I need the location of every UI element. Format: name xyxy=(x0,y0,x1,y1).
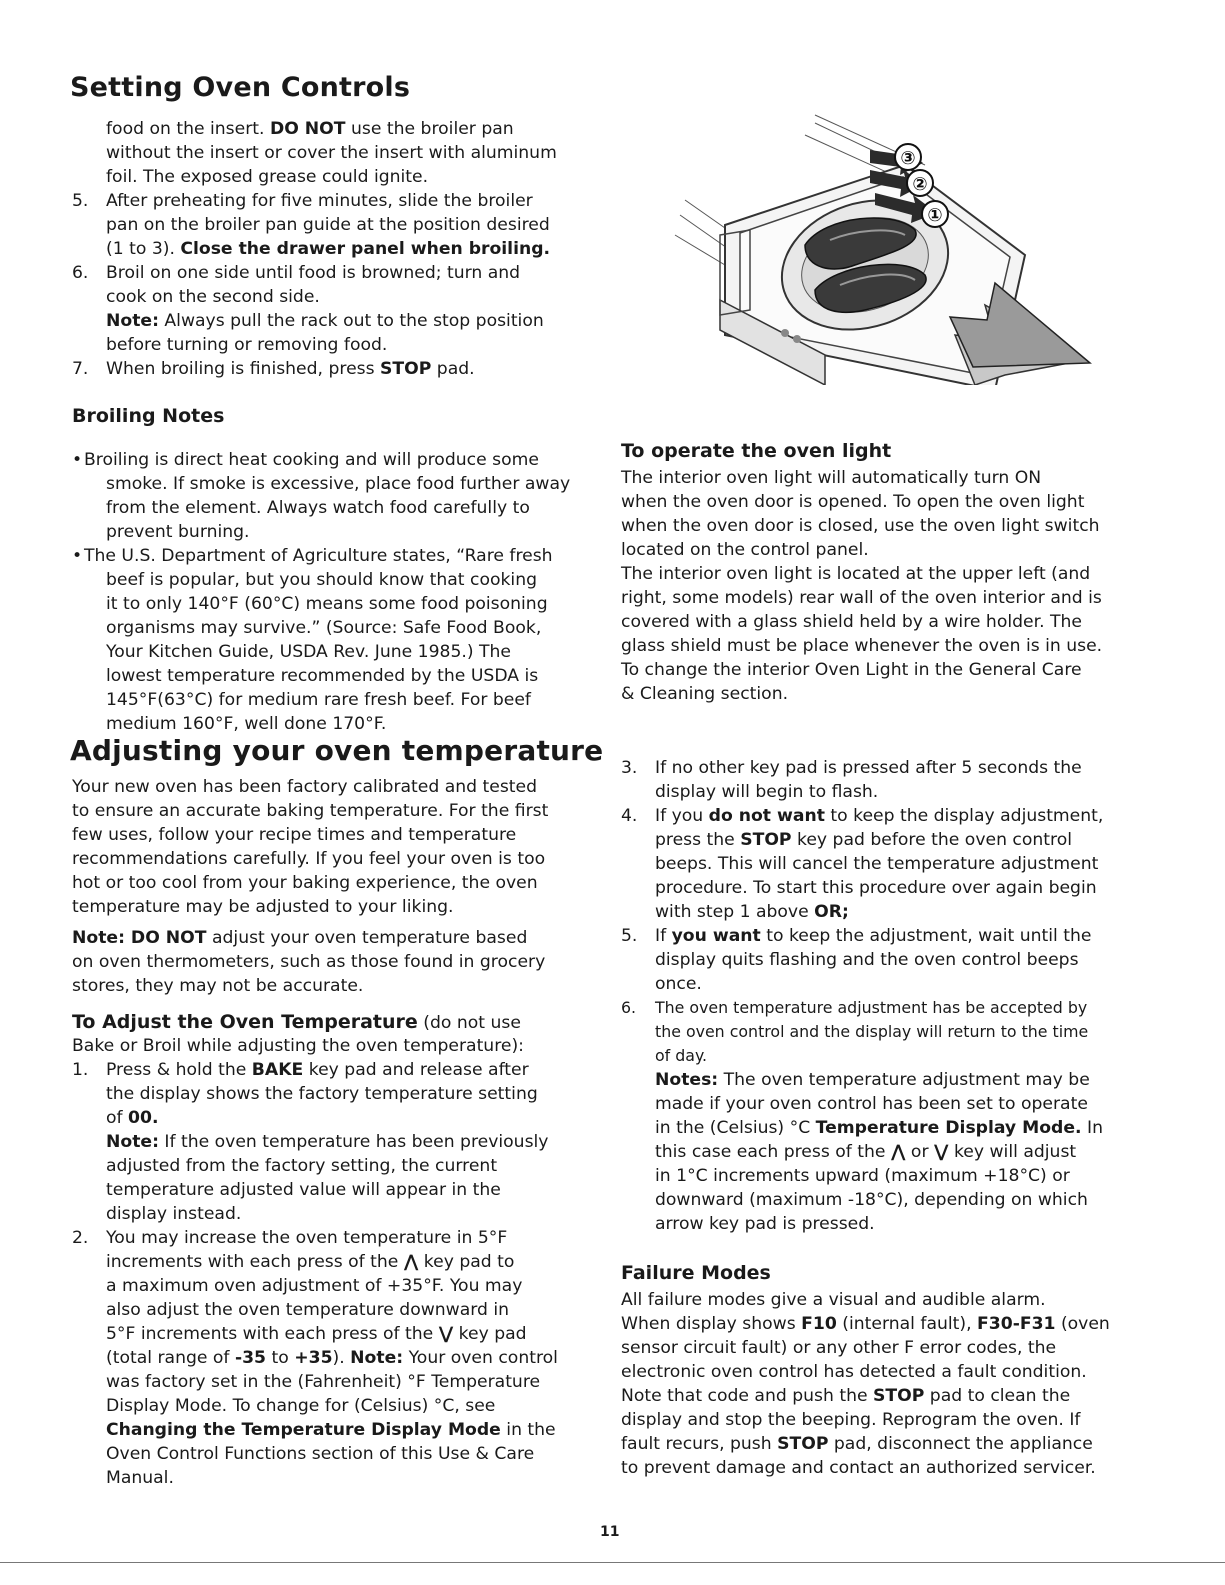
text-run: smoke. If smoke is excessive, place food further away xyxy=(106,474,571,494)
text-run: lowest temperature recommended by the USDA is xyxy=(106,666,539,686)
text-run: to keep the adjustment, wait until the xyxy=(760,926,1092,946)
text-line xyxy=(106,712,602,736)
text-run: pan on the broiler pan guide at the position desired xyxy=(106,215,550,235)
text-line xyxy=(655,972,1161,996)
text-run: (oven xyxy=(1055,1314,1110,1334)
text-run: use the broiler pan xyxy=(345,119,514,139)
text-line xyxy=(621,610,1161,634)
text-line xyxy=(106,1178,612,1202)
notes-block xyxy=(621,1068,1161,1236)
text-line xyxy=(106,1130,612,1154)
list-marker: 6. xyxy=(72,263,89,283)
adjust-steps-continued xyxy=(621,756,1161,1236)
text-line xyxy=(106,117,602,141)
text-line xyxy=(106,496,602,520)
bold-run: STOP xyxy=(873,1386,925,1406)
text-run: cook on the second side. xyxy=(106,287,320,307)
bold-run: 00. xyxy=(128,1108,159,1128)
text-run: to keep the display adjustment, xyxy=(824,806,1104,826)
callout-1: ① xyxy=(927,205,943,226)
text-run: When broiling is finished, press xyxy=(106,359,381,379)
text-line xyxy=(106,568,602,592)
text-line xyxy=(106,1250,612,1274)
text-run: before turning or removing food. xyxy=(106,335,388,355)
to-adjust-title: To Adjust the Oven Temperature xyxy=(72,1011,418,1033)
text-line xyxy=(621,634,1161,658)
text-line xyxy=(106,1154,612,1178)
failure-modes-heading: Failure Modes xyxy=(621,1262,771,1284)
text-line xyxy=(106,1370,612,1394)
text-run: display will begin to flash. xyxy=(655,782,879,802)
adjusting-intro xyxy=(72,775,602,919)
text-line xyxy=(106,592,602,616)
text-line xyxy=(106,1442,612,1466)
text-line xyxy=(106,616,602,640)
text-run: when the oven door is opened. To open the oven light xyxy=(621,492,1085,512)
text-line xyxy=(655,948,1161,972)
text-run: When display shows xyxy=(621,1314,802,1334)
text-run: Your Kitchen Guide, USDA Rev. June 1985.) The xyxy=(106,642,511,662)
text-run: to prevent damage and contact an authorized servicer. xyxy=(621,1458,1096,1478)
text-run: increments with each press of the xyxy=(106,1252,404,1272)
text-run: You may increase the oven temperature in 5°F xyxy=(106,1228,508,1248)
list-item xyxy=(72,544,602,736)
text-line xyxy=(655,1068,1161,1092)
continued-paragraph xyxy=(72,117,602,189)
text-run: The interior oven light is located at the upper left (and xyxy=(621,564,1091,584)
text-run: to ensure an accurate baking temperature. For the first xyxy=(72,801,549,821)
text-line xyxy=(106,472,602,496)
bold-run: STOP xyxy=(777,1434,829,1454)
text-run: once. xyxy=(655,974,702,994)
to-adjust-subline: Bake or Broil while adjusting the oven temperature): xyxy=(72,1036,524,1056)
bold-run: ⋁ xyxy=(933,1142,949,1162)
list-item xyxy=(72,261,602,357)
text-run: from the element. Always watch food carefully to xyxy=(106,498,530,518)
text-line xyxy=(655,1092,1161,1116)
bold-run: do not want xyxy=(708,806,825,826)
list-item xyxy=(621,924,1161,996)
text-run: The U.S. Department of Agriculture states, “Rare fresh xyxy=(84,546,553,566)
text-line xyxy=(655,996,1161,1020)
text-run: pad, disconnect the appliance xyxy=(828,1434,1093,1454)
text-line xyxy=(72,823,602,847)
list-item xyxy=(72,189,602,261)
text-run: electronic oven control has detected a fault condition. xyxy=(621,1362,1087,1382)
text-run: right, some models) rear wall of the oven interior and is xyxy=(621,588,1102,608)
text-run: The oven temperature adjustment may be xyxy=(718,1070,1090,1090)
bold-run: +35 xyxy=(294,1348,333,1368)
list-marker: 1. xyxy=(72,1060,89,1080)
text-run: pad. xyxy=(431,359,475,379)
text-run: without the insert or cover the insert with aluminum xyxy=(106,143,557,163)
text-line xyxy=(72,974,602,998)
text-run: covered with a glass shield held by a wire holder. The xyxy=(621,612,1082,632)
text-run: glass shield must be place whenever the oven is in use. xyxy=(621,636,1103,656)
text-line xyxy=(655,1116,1161,1140)
text-run: key pad before the oven control xyxy=(791,830,1073,850)
adjusting-heading: Adjusting your oven temperature xyxy=(70,734,604,767)
bold-run: DO NOT xyxy=(269,119,346,139)
list-item xyxy=(72,448,602,544)
oven-light-heading: To operate the oven light xyxy=(621,440,892,462)
text-run: when the oven door is closed, use the oven light switch xyxy=(621,516,1100,536)
text-run: downward (maximum -18°C), depending on which xyxy=(655,1190,1088,1210)
text-run: this case each press of the xyxy=(655,1142,891,1162)
text-run: In xyxy=(1081,1118,1103,1138)
text-run: recommendations carefully. If you feel your oven is too xyxy=(72,849,546,869)
left-top-block xyxy=(72,117,602,381)
text-line xyxy=(621,682,1161,706)
list-marker: 2. xyxy=(72,1228,89,1248)
text-line xyxy=(106,1082,612,1106)
text-line xyxy=(106,1226,612,1250)
text-line xyxy=(72,895,602,919)
text-run: If no other key pad is pressed after 5 seconds the xyxy=(655,758,1082,778)
text-run: adjust your oven temperature based xyxy=(206,928,528,948)
bold-run: you want xyxy=(671,926,761,946)
text-run: Broil on one side until food is browned; turn and xyxy=(106,263,521,283)
text-line xyxy=(655,1188,1161,1212)
text-line xyxy=(621,1384,1161,1408)
text-line xyxy=(655,780,1161,804)
text-run: Press & hold the xyxy=(106,1060,252,1080)
text-run: press the xyxy=(655,830,741,850)
text-line xyxy=(106,640,602,664)
page-number: 11 xyxy=(600,1524,620,1540)
text-line xyxy=(106,357,602,381)
text-line xyxy=(655,1140,1161,1164)
text-line xyxy=(106,261,602,285)
text-line xyxy=(621,1312,1161,1336)
list-marker: 3. xyxy=(621,758,638,778)
text-run: After preheating for five minutes, slide the broiler xyxy=(106,191,533,211)
text-line xyxy=(655,828,1161,852)
text-line xyxy=(106,213,602,237)
bold-run: Changing the Temperature Display Mode xyxy=(106,1420,501,1440)
text-line xyxy=(655,1164,1161,1188)
text-line xyxy=(621,1432,1161,1456)
text-run: procedure. To start this procedure over again begin xyxy=(655,878,1097,898)
text-run: If xyxy=(655,926,672,946)
text-run: The interior oven light will automatically turn ON xyxy=(621,468,1042,488)
text-line xyxy=(106,520,602,544)
text-run: Your oven control xyxy=(403,1348,558,1368)
text-line xyxy=(106,664,602,688)
text-run: key will adjust xyxy=(948,1142,1077,1162)
text-line xyxy=(621,514,1161,538)
text-run: in the xyxy=(500,1420,556,1440)
text-line xyxy=(72,847,602,871)
text-run: of day. xyxy=(655,1046,708,1065)
text-run: Oven Control Functions section of this Use & Care xyxy=(106,1444,535,1464)
bold-run: ⋁ xyxy=(438,1324,454,1344)
bold-run: Temperature Display Mode. xyxy=(815,1118,1082,1138)
to-adjust-title-rest: (do not use xyxy=(417,1013,521,1033)
text-run: was factory set in the (Fahrenheit) °F Temperature xyxy=(106,1372,541,1392)
text-run: (1 to 3). xyxy=(106,239,181,259)
text-run: of xyxy=(106,1108,129,1128)
text-run: foil. The exposed grease could ignite. xyxy=(106,167,429,187)
text-line xyxy=(106,189,602,213)
text-line xyxy=(106,688,602,712)
text-line xyxy=(106,1106,612,1130)
text-line xyxy=(72,950,602,974)
text-run: temperature may be adjusted to your liking. xyxy=(72,897,454,917)
text-run: the oven control and the display will return to the time xyxy=(655,1022,1089,1041)
text-run: medium 160°F, well done 170°F. xyxy=(106,714,387,734)
text-line xyxy=(106,333,602,357)
text-line xyxy=(106,165,602,189)
text-line xyxy=(106,1466,612,1490)
text-run: hot or too cool from your baking experience, the oven xyxy=(72,873,538,893)
text-run: key pad xyxy=(453,1324,527,1344)
bold-run: F30-F31 xyxy=(977,1314,1056,1334)
list-marker: • xyxy=(72,546,83,566)
text-line xyxy=(621,490,1161,514)
text-run: display and stop the beeping. Reprogram the oven. If xyxy=(621,1410,1081,1430)
list-item xyxy=(72,357,602,381)
text-line xyxy=(106,1394,612,1418)
text-line xyxy=(72,799,602,823)
text-line xyxy=(621,586,1161,610)
text-run: Note that code and push the xyxy=(621,1386,874,1406)
bold-run: Close the drawer panel when broiling. xyxy=(180,239,551,259)
list-marker: 5. xyxy=(72,191,89,211)
bold-run: ⋀ xyxy=(403,1252,419,1272)
text-line xyxy=(621,538,1161,562)
text-line xyxy=(106,141,602,165)
text-run: key pad and release after xyxy=(303,1060,529,1080)
text-run: also adjust the oven temperature downward in xyxy=(106,1300,510,1320)
text-run: located on the control panel. xyxy=(621,540,869,560)
text-line xyxy=(655,876,1161,900)
text-run: fault recurs, push xyxy=(621,1434,778,1454)
text-line xyxy=(106,285,602,309)
text-run: Broiling is direct heat cooking and will produce some xyxy=(84,450,539,470)
failure-modes-body xyxy=(621,1288,1161,1480)
text-run: & Cleaning section. xyxy=(621,684,789,704)
text-line xyxy=(72,775,602,799)
list-marker: 4. xyxy=(621,806,638,826)
callout-3: ③ xyxy=(900,148,916,169)
text-run: (total range of xyxy=(106,1348,235,1368)
list-marker: 6. xyxy=(621,998,637,1017)
bold-run: Note: xyxy=(350,1348,404,1368)
text-line xyxy=(106,1058,612,1082)
text-run: in 1°C increments upward (maximum +18°C) or xyxy=(655,1166,1070,1186)
text-run: key pad to xyxy=(418,1252,515,1272)
list-item xyxy=(621,996,1161,1068)
text-run: a maximum oven adjustment of +35°F. You may xyxy=(106,1276,523,1296)
text-line xyxy=(655,1212,1161,1236)
text-line xyxy=(621,1336,1161,1360)
broiling-notes-list xyxy=(72,448,602,736)
to-adjust-steps xyxy=(72,1058,612,1490)
text-run: adjusted from the factory setting, the current xyxy=(106,1156,498,1176)
text-run: (internal fault), xyxy=(836,1314,978,1334)
text-line xyxy=(655,1020,1161,1044)
text-run: food on the insert. xyxy=(106,119,270,139)
text-run: All failure modes give a visual and audible alarm. xyxy=(621,1290,1046,1310)
text-run: to xyxy=(266,1348,295,1368)
text-run: made if your oven control has been set to operate xyxy=(655,1094,1088,1114)
text-run: arrow key pad is pressed. xyxy=(655,1214,875,1234)
text-line xyxy=(84,448,602,472)
bold-run: ⋀ xyxy=(890,1142,906,1162)
list-item xyxy=(72,1058,612,1226)
text-run: The oven temperature adjustment has be accepted by xyxy=(655,998,1088,1017)
bold-run: Note: xyxy=(106,311,159,331)
list-item xyxy=(72,1226,612,1490)
list-item xyxy=(621,756,1161,804)
bold-run: STOP xyxy=(380,359,432,379)
bold-run: OR; xyxy=(814,902,849,922)
bold-run: Note: DO NOT xyxy=(72,928,207,948)
page-title: Setting Oven Controls xyxy=(70,72,411,103)
text-line xyxy=(621,1408,1161,1432)
text-run: display instead. xyxy=(106,1204,242,1224)
bold-run: BAKE xyxy=(251,1060,304,1080)
callout-2: ② xyxy=(912,174,928,195)
bold-run: -35 xyxy=(234,1348,267,1368)
text-run: beef is popular, but you should know that cooking xyxy=(106,570,538,590)
text-run: stores, they may not be accurate. xyxy=(72,976,364,996)
text-line xyxy=(106,1298,612,1322)
bold-run: Notes: xyxy=(655,1070,719,1090)
list-item xyxy=(621,804,1161,924)
text-run: Always pull the rack out to the stop position xyxy=(158,311,544,331)
text-run: If you xyxy=(655,806,709,826)
text-line xyxy=(106,237,602,261)
text-run: the display shows the factory temperature setting xyxy=(106,1084,538,1104)
text-line xyxy=(655,852,1161,876)
text-line xyxy=(621,1360,1161,1384)
oven-light-body xyxy=(621,466,1161,706)
text-line xyxy=(655,756,1161,780)
bold-run: STOP xyxy=(740,830,792,850)
text-line xyxy=(621,1288,1161,1312)
text-run: If the oven temperature has been previously xyxy=(158,1132,549,1152)
text-line xyxy=(655,900,1161,924)
text-run: organisms may survive.” (Source: Safe Food Book, xyxy=(106,618,542,638)
text-run: in the (Celsius) °C xyxy=(655,1118,816,1138)
text-run: prevent burning. xyxy=(106,522,250,542)
text-line xyxy=(655,924,1161,948)
text-line xyxy=(621,658,1161,682)
text-run: Manual. xyxy=(106,1468,174,1488)
text-run: Your new oven has been factory calibrated and tested xyxy=(72,777,538,797)
text-line xyxy=(655,1044,1161,1068)
text-line xyxy=(621,466,1161,490)
text-run: Display Mode. To change for (Celsius) °C, see xyxy=(106,1396,496,1416)
text-line xyxy=(106,1346,612,1370)
bold-run: F10 xyxy=(801,1314,837,1334)
text-run: sensor circuit fault) or any other F error codes, the xyxy=(621,1338,1057,1358)
to-adjust-heading xyxy=(72,1010,612,1035)
broiler-pan-drawing xyxy=(665,105,1105,385)
text-line xyxy=(655,804,1161,828)
list-marker: 5. xyxy=(621,926,638,946)
text-run: To change the interior Oven Light in the General Care xyxy=(621,660,1082,680)
text-line xyxy=(621,1456,1161,1480)
broiler-pan-illustration xyxy=(665,105,1105,385)
list-marker: 7. xyxy=(72,359,89,379)
text-run: display quits flashing and the oven control beeps xyxy=(655,950,1079,970)
text-run: 145°F(63°C) for medium rare fresh beef. For beef xyxy=(106,690,531,710)
text-line xyxy=(72,926,602,950)
text-line xyxy=(106,1418,612,1442)
text-run: temperature adjusted value will appear in the xyxy=(106,1180,501,1200)
text-line xyxy=(106,1322,612,1346)
broiling-notes-heading: Broiling Notes xyxy=(72,405,225,427)
bold-run: Note: xyxy=(106,1132,159,1152)
text-run: it to only 140°F (60°C) means some food poisoning xyxy=(106,594,548,614)
text-run: on oven thermometers, such as those found in grocery xyxy=(72,952,546,972)
text-run: pad to clean the xyxy=(924,1386,1071,1406)
text-line xyxy=(106,1202,612,1226)
text-line xyxy=(72,871,602,895)
text-line xyxy=(84,544,602,568)
text-run: with step 1 above xyxy=(655,902,815,922)
text-run: few uses, follow your recipe times and temperature xyxy=(72,825,517,845)
text-run: 5°F increments with each press of the xyxy=(106,1324,439,1344)
text-run: ). xyxy=(332,1348,351,1368)
text-run: beeps. This will cancel the temperature adjustment xyxy=(655,854,1099,874)
text-run: or xyxy=(905,1142,934,1162)
text-line xyxy=(106,1274,612,1298)
text-line xyxy=(621,562,1161,586)
adjusting-note xyxy=(72,926,602,998)
text-line xyxy=(106,309,602,333)
page-bottom-rule xyxy=(0,1562,1225,1563)
list-marker: • xyxy=(72,450,83,470)
